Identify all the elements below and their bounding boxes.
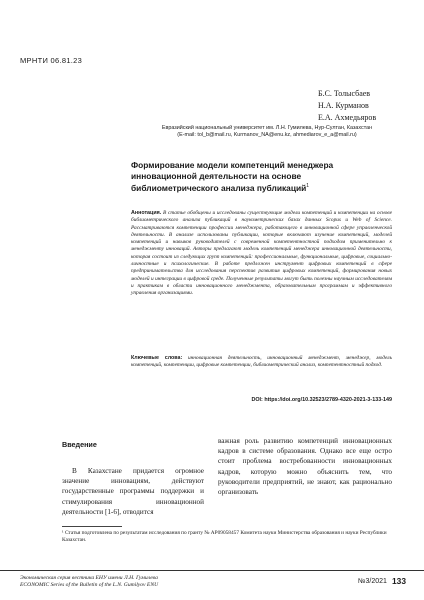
- abstract-text: В статье обобщены и исследованы существующие модели компетенций и компетенции на основе библиометрического анализа публикаций в наукометрических базах данных Scopus и Web of Science. Рассматриваются компетенции профессии менеджера, работающего в инновационной сфере управленческой деятельности. В анализе использованы публикации, которые включают изучение компетенций, моделей компетенций и навыков руководителей с современной компетентностной подходом применительно к менеджменту инноваций. Авторы предлагают модель компетенций менеджера инновационной деятельности, которая состоит из следующих групп компетенций: профессиональные, функциональные, цифровые, социально-личностные и психологические. В работе предложен инструмент цифровых компетенций в сфере предпринимательства для исследования перспектив развития цифровых компетенций, формирования новых моделей и интеграции в цифровой среде. Полученные результаты могут быть полезны научным исследователям и практикам в области инновационного менеджмента, образовательным программам и эффективного управления организациями.: [131, 210, 392, 297]
- author-name: Н.А. Курманов: [318, 101, 369, 110]
- journal-name: [20, 575, 270, 589]
- article-title-text: Формирование модели компетенций менеджера инновационной деятельности на основе библиометрического анализа публикаций: [131, 160, 334, 193]
- footnote: ¹ Статья подготовлена по результатам исследования по гранту № AP09058457 Комитета науки Министерства образования и науки Республики Казахстан.: [62, 530, 387, 544]
- body-text-right-column: важная роль развитию компетенций инновационных кадров в системе образования. Однако все еще остро стоит проблема востребованности инновационных кадров, которую можно объяснить тем, что руководители предприятий, не знают, как рационально организовать: [218, 437, 392, 497]
- issue-number: №3/2021: [358, 578, 387, 585]
- author-name: Б.С. Толысбаев: [318, 89, 371, 98]
- footer-divider: [0, 570, 424, 571]
- keywords-text: инновационная деятельность, инновационный менеджмент, менеджер, модель компетенций, компетенции, цифровые компетенции, библиометрический анализ, компетентностный подход.: [131, 355, 393, 369]
- title-footnote-mark: 1: [306, 183, 310, 189]
- affiliation-emails: (E-mail: tol_b@mail.ru, Kurmanov_NA@enu.kz, ahmediarov_e_a@mail.ru): [177, 132, 357, 139]
- affiliation: [136, 125, 398, 139]
- mrnti-code: МРНТИ 06.81.23: [20, 56, 83, 65]
- journal-name-line: ECONOMIC Series of the Bulletin of the L.N. Gumilyov ENU: [20, 582, 159, 589]
- abstract-label: Аннотация.: [131, 210, 162, 216]
- body-text-left-column: В Казахстане придается огромное значение инновациям, действуют государственные программы поддержки и стимулирования инновационной деятельности [1-6], отводится: [62, 467, 204, 516]
- journal-name-line: Экономическая серия вестника ЕНУ имени Л.Н. Гумилева: [20, 575, 158, 581]
- author-list: [318, 88, 388, 124]
- page-number: 133: [392, 576, 406, 586]
- doi-link[interactable]: DOI: https://doi.org/10.32523/2789-4320-2021-3-133-149: [251, 397, 392, 403]
- section-heading: Введение: [62, 440, 97, 449]
- keywords: [131, 355, 392, 370]
- keywords-label: Ключевые слова:: [131, 355, 183, 361]
- article-title: [131, 160, 371, 193]
- abstract: [131, 210, 392, 297]
- affiliation-institution: Евразийский национальный университет им. Л.Н. Гумилева, Нур-Султан, Казахстан: [161, 125, 373, 131]
- footnote-divider: [62, 526, 122, 527]
- author-name: Е.А. Ахмедьяров: [318, 113, 377, 122]
